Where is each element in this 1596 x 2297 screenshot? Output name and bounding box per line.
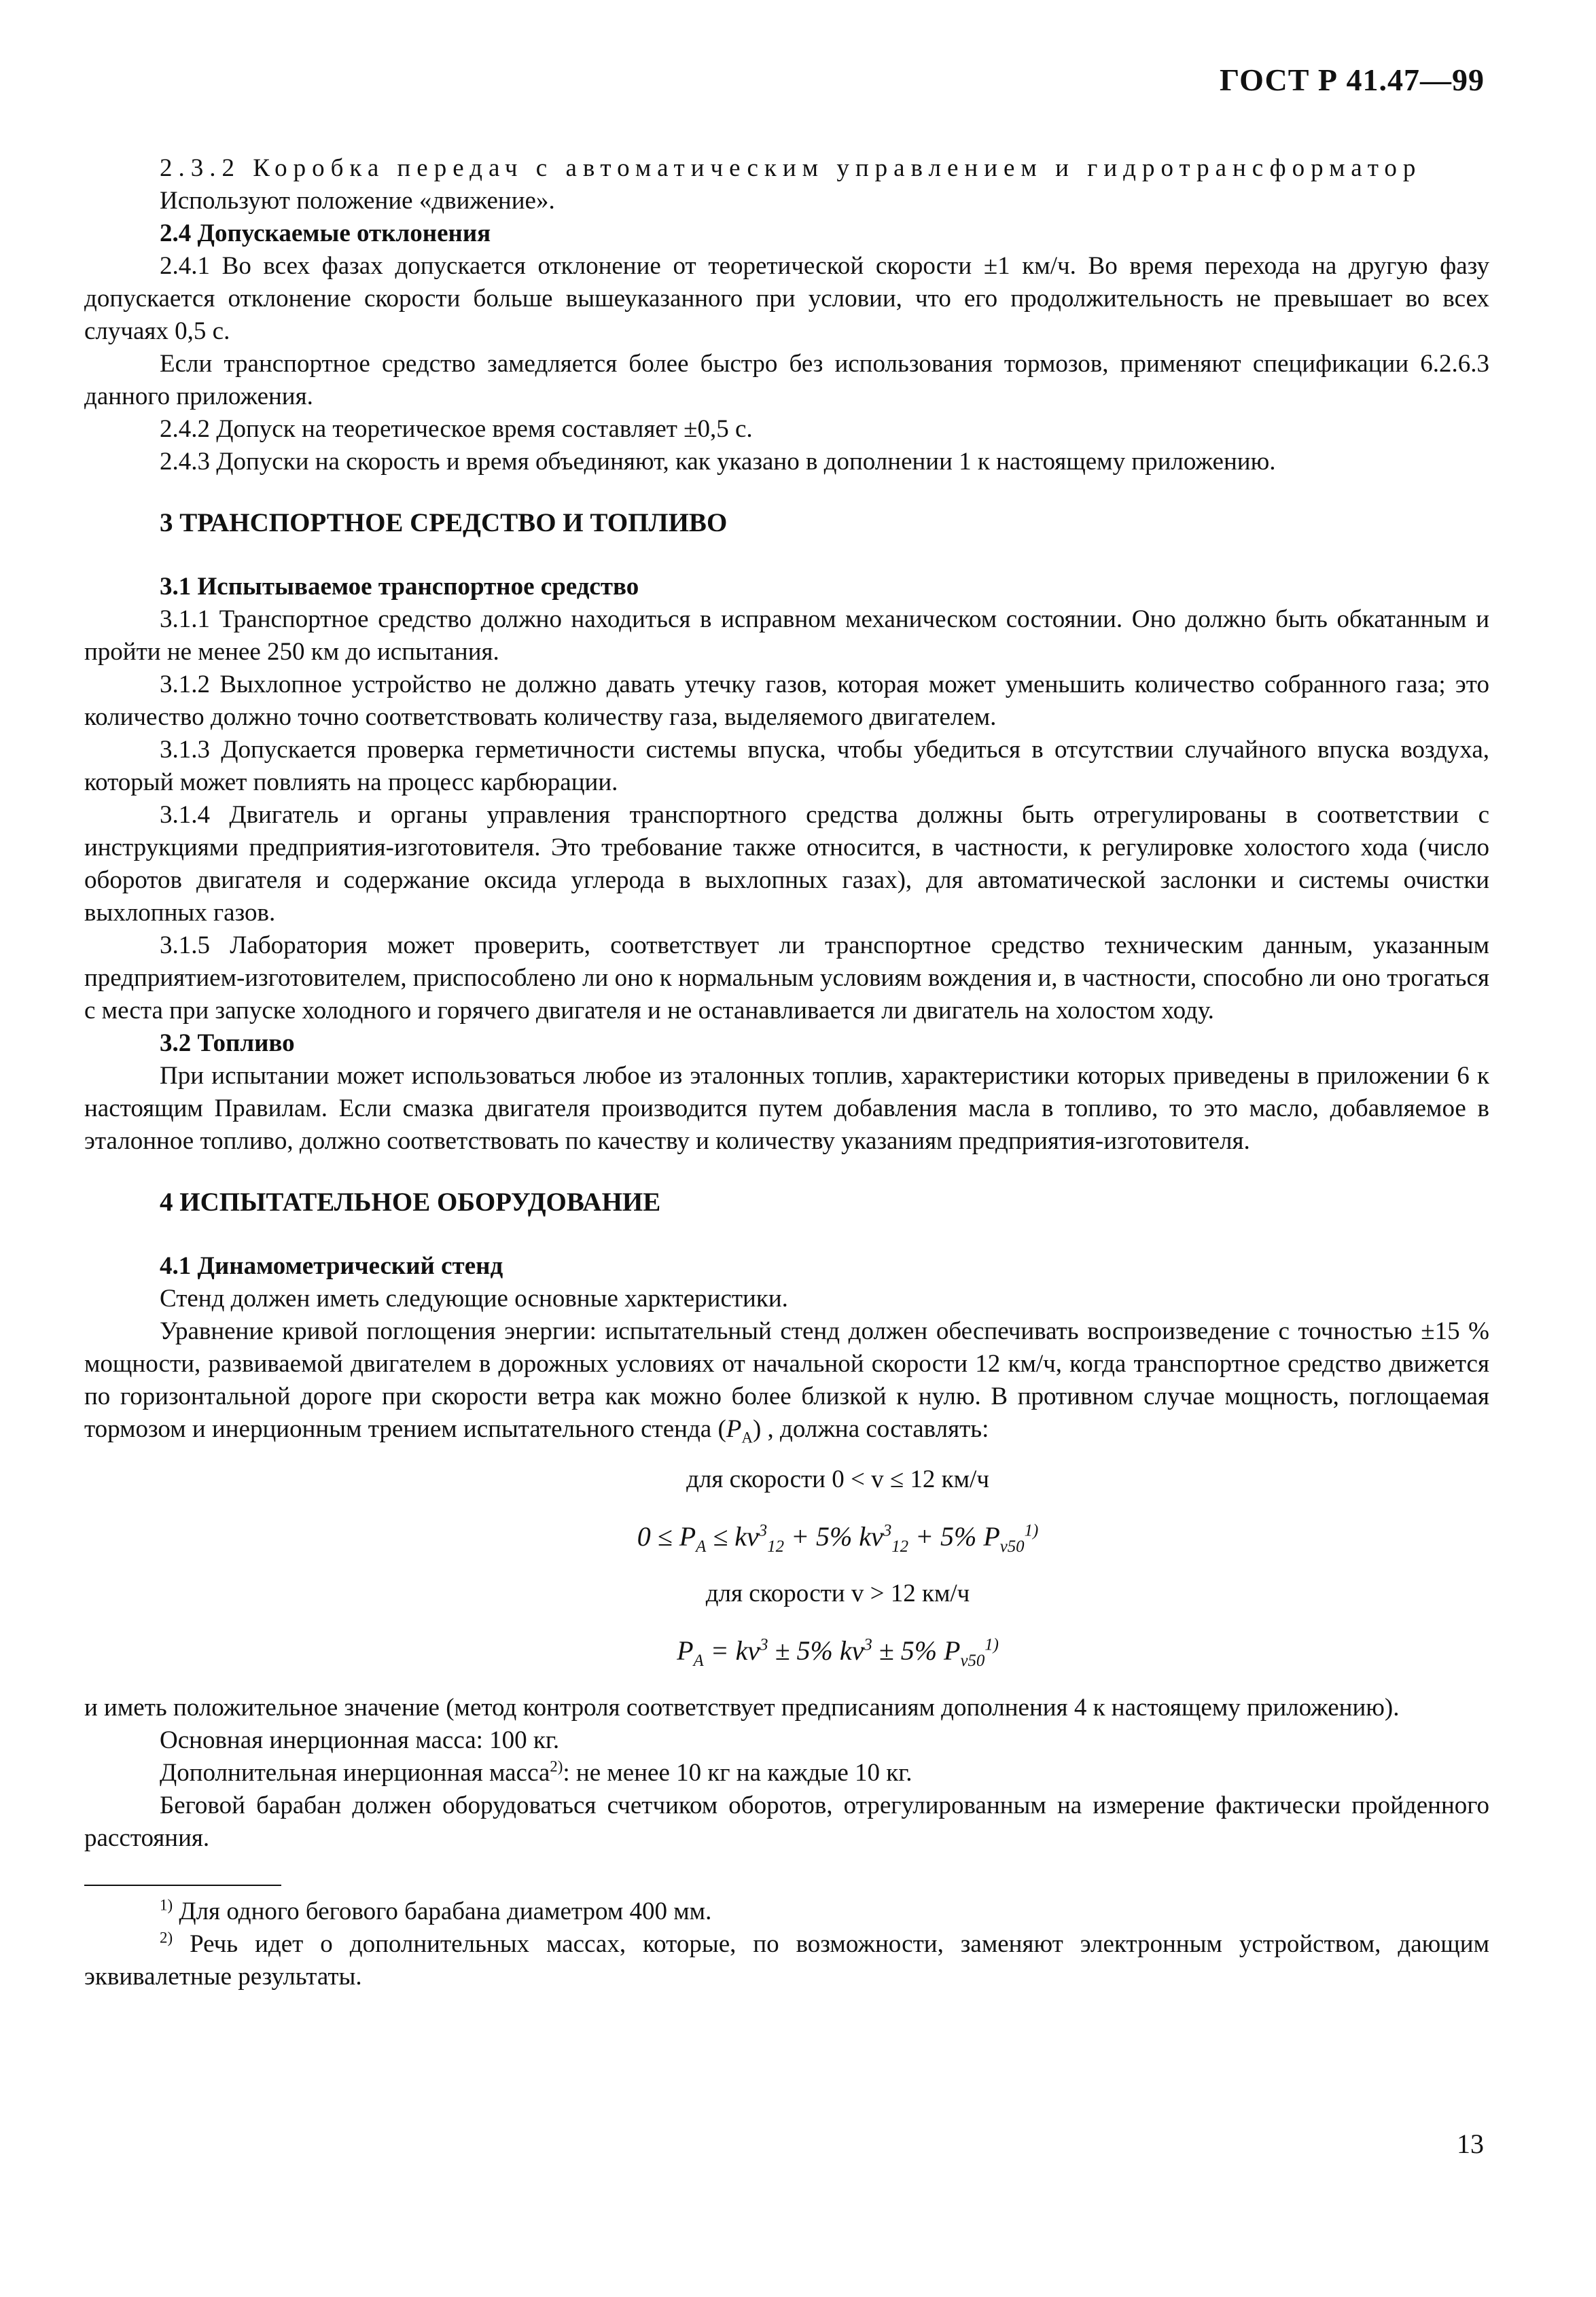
paragraph-2-4-1-b: Если транспортное средство замедляется более быстро без использования тормозов, применяют спецификации 6.2.6.3 данного приложения. <box>84 350 1489 410</box>
formula-1-lhs: 0 ≤ P <box>637 1521 696 1552</box>
footnote-2-text: Речь идет о дополнительных массах, которые, по возможности, заменяют электронным устройством, дающим эквивалетные результаты. <box>84 1930 1489 1991</box>
paragraph-3-1-3: 3.1.3 Допускается проверка герметичности системы впуска, чтобы убедиться в отсутствии случайного впуска воздуха, который может повлиять на процесс карбюрации. <box>84 736 1489 796</box>
paragraph-4-1-f: Беговой барабан должен оборудоваться счетчиком оборотов, отрегулированным на измерение фактически пройденного расстояния. <box>84 1792 1489 1852</box>
page-content <box>84 152 1489 1993</box>
formula-1-sup: 3 <box>758 1521 768 1540</box>
paragraph-4-1-e-text: Дополнительная инерционная масса <box>160 1759 550 1787</box>
formula-1-sub-a: A <box>696 1537 707 1556</box>
formula-2-rhs3: ± 5% P <box>872 1635 961 1666</box>
formula-1-sub12: 12 <box>767 1537 784 1556</box>
formula-2-sup: 3 <box>760 1635 768 1654</box>
formula-1-note: 1) <box>1024 1521 1039 1540</box>
formula-2-sup-2: 3 <box>864 1635 872 1654</box>
paragraph-4-1-c: и иметь положительное значение (метод контроля соответствует предписаниям дополнения 4 к настоящему приложению). <box>84 1694 1400 1722</box>
formula-1-tail: + 5% P <box>908 1521 1000 1552</box>
formula-1-mid: + 5% kv <box>783 1521 883 1552</box>
formula-1-sup-2: 3 <box>883 1521 892 1540</box>
heading-4-1: 4.1 Динамометрический стенд <box>160 1252 503 1280</box>
formula-2-sub-a: A <box>693 1652 704 1670</box>
footnote-ref-2: 2) <box>550 1758 563 1775</box>
footnote-divider <box>84 1885 281 1886</box>
footnote-2-marker: 2) <box>160 1929 173 1946</box>
paragraph-3-1-5: 3.1.5 Лаборатория может проверить, соответствует ли транспортное средство техническим данным, указанным предприятием-изготовителем, приспособлено ли оно к нормальным условиям вождения и, в частности, способно ли оно трогаться с места при запуске холодного и горячего двигателя и не останавливается ли двигатель на холостом ходу. <box>84 931 1489 1025</box>
formula-2-sub-v50: v50 <box>960 1652 985 1670</box>
paragraph-3-1-1: 3.1.1 Транспортное средство должно находиться в исправном механическом состоянии. Оно должно быть обкатанным и пройти не менее 250 км до испытания. <box>84 605 1489 666</box>
paragraph-3-1-2: 3.1.2 Выхлопное устройство не должно давать утечку газов, которая может уменьшить количество собранного газа; это количество должно точно соответствовать количеству газа, выделяемого двигателем. <box>84 671 1489 731</box>
footnote-1-marker: 1) <box>160 1896 173 1914</box>
paragraph-2-4-3: 2.4.3 Допуски на скорость и время объединяют, как указано в дополнении 1 к настоящему приложению. <box>160 448 1276 476</box>
formula-2-rhs1: = kv <box>703 1635 760 1666</box>
paragraph-4-1-b-text: Уравнение кривой поглощения энергии: испытательный стенд должен обеспечивать воспроизведение с точностью ±15 % мощности, развиваемой двигателем в дорожных условиях от начальной скорости 12 км/ч, когда транспортное средство движется по горизонтальной дороге при скорости ветра как можно более близкой к нулю. В противном случае мощность, поглощаемая тормозом и инерционным трением испытательного стенда ( <box>84 1317 1489 1443</box>
formula-2-lhs: P <box>677 1635 694 1666</box>
paragraph-3-1-4: 3.1.4 Двигатель и органы управления транспортного средства должны быть отрегулированы в соответствии с инструкциями предприятия-изготовителя. Это требование также относится, в частности, к регулировке холостого хода (число оборотов двигателя и содержание оксида углерода в выхлопных газах), для автоматической заслонки и системы очистки выхлопных газов. <box>84 801 1489 927</box>
paragraph-2-4-2: 2.4.2 Допуск на теоретическое время составляет ±0,5 с. <box>160 415 753 443</box>
heading-3-2: 3.2 Топливо <box>160 1029 295 1057</box>
section-4-title: 4 ИСПЫТАТЕЛЬНОЕ ОБОРУДОВАНИЕ <box>160 1188 661 1217</box>
heading-3-1: 3.1 Испытываемое транспортное средство <box>160 573 639 601</box>
paragraph-4-1-e <box>84 1757 1489 1789</box>
formula-1-sub12-2: 12 <box>891 1537 909 1556</box>
paragraph-4-1-a: Стенд должен иметь следующие основные харктеристики. <box>160 1285 788 1313</box>
paragraph-4-1-b <box>84 1315 1489 1446</box>
formula-condition-2: для скорости v > 12 км/ч <box>705 1580 970 1607</box>
formula-1-sub-v50: v50 <box>999 1537 1025 1556</box>
formula-condition-1: для скорости 0 < v ≤ 12 км/ч <box>686 1465 989 1493</box>
formula-1 <box>84 1520 1489 1556</box>
paragraph-2-4-1: 2.4.1 Во всех фазах допускается отклонение от теоретической скорости ±1 км/ч. Во время перехода на другую фазу допускается отклонение скорости больше вышеуказанного при условии, что его продолжительность не превышает во всех случаях 0,5 с. <box>84 252 1489 345</box>
symbol-a: A <box>741 1429 753 1446</box>
paragraph-3-2: При испытании может использоваться любое из эталонных топлив, характеристики которых приведены в приложении 6 к настоящим Правилам. Если смазка двигателя производится путем добавления масла в топливо, то это масло, добавляемое в эталонное топливо, должно соответствовать по качеству и количеству указаниям предприятия-изготовителя. <box>84 1062 1489 1155</box>
formula-2-note: 1) <box>985 1635 999 1654</box>
symbol-p: P <box>726 1415 742 1443</box>
paragraph-2-3-2-text: Используют положение «движение». <box>160 187 555 215</box>
formula-2 <box>84 1635 1489 1670</box>
paragraph-4-1-b-tail: ) , должна составлять: <box>752 1415 989 1443</box>
page-number: 13 <box>1457 2129 1484 2159</box>
footnote-2 <box>84 1928 1489 1993</box>
document-code-header: ГОСТ Р 41.47—99 <box>1220 63 1485 97</box>
heading-2-4: 2.4 Допускаемые отклонения <box>160 219 491 247</box>
section-3-title: 3 ТРАНСПОРТНОЕ СРЕДСТВО И ТОПЛИВО <box>160 508 728 537</box>
footnote-1-text: Для одного бегового барабана диаметром 400 мм. <box>179 1898 712 1925</box>
footnote-1 <box>84 1895 1489 1928</box>
formula-2-rhs2: ± 5% kv <box>768 1635 864 1666</box>
paragraph-4-1-e-tail: : не менее 10 кг на каждые 10 кг. <box>563 1759 912 1787</box>
paragraph-4-1-d: Основная инерционная масса: 100 кг. <box>160 1726 560 1754</box>
paragraph-2-3-2-title: 2.3.2 Коробка передач с автоматическим управлением и гидротрансформатор <box>160 154 1422 182</box>
formula-1-rel: ≤ kv <box>706 1521 759 1552</box>
